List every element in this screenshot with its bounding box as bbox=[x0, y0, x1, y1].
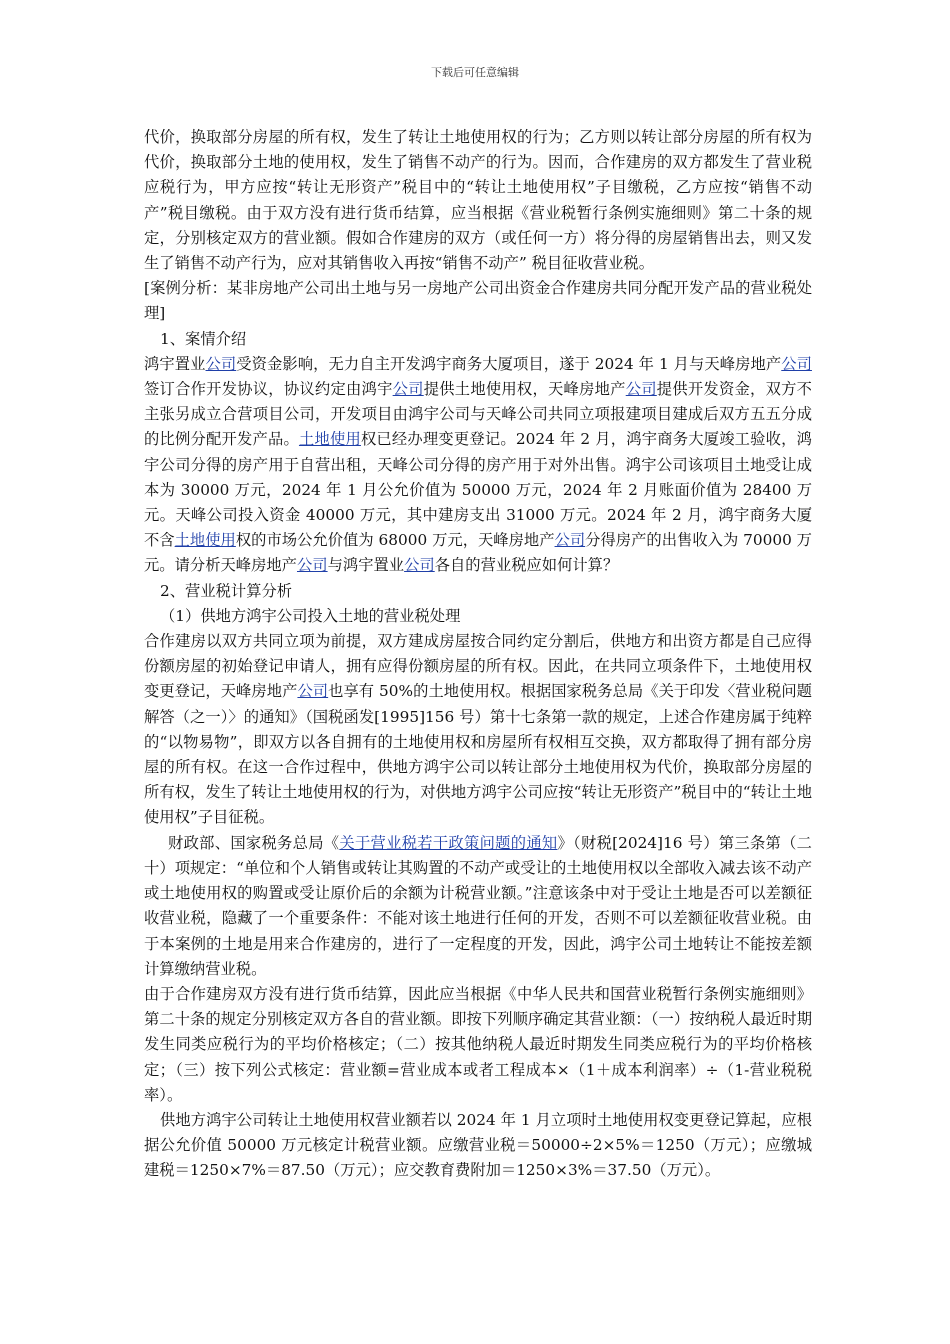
notice-link[interactable]: 关于营业税若干政策问题的通知 bbox=[339, 833, 558, 852]
paragraph bbox=[144, 831, 812, 982]
text-run: 由于合作建房双方没有进行货币结算，因此应当根据《中华人民共和国营业税暂行条例实施细则》第二十条的规定分别核定双方各自的营业额。即按下列顺序确定其营业额：（一）按纳税人最近时期发生同类应税行为的平均价格核定；（二）按其他纳税人最近时期发生同类应税行为的平均价格核定；（三）按下列公式核定：营业额=营业成本或者工程成本×（1＋成本利润率）÷（1-营业税税率）。 bbox=[144, 984, 812, 1104]
subsection-heading bbox=[144, 604, 812, 629]
text-run: （1）供地方鸿宇公司投入土地的营业税处理 bbox=[160, 606, 461, 625]
text-run: 供地方鸿宇公司转让土地使用权营业额若以 2024 年 1 月立项时土地使用权变更登记算起，应根据公允价值 50000 万元核定计税营业额。应缴营业税＝50000÷2×5%＝1250（万元）；应缴城建税＝1250×7%＝87.50（万元）；应交教育费附加＝1250×3%＝37.50（万元）。 bbox=[144, 1110, 812, 1180]
land-use-link[interactable]: 土地使用 bbox=[174, 531, 236, 550]
text-run: 签订合作开发协议，协议约定由鸿宇 bbox=[144, 380, 393, 399]
document-body bbox=[144, 125, 812, 1184]
land-use-link[interactable]: 土地使用 bbox=[298, 430, 361, 449]
section-heading bbox=[144, 579, 812, 604]
case-heading bbox=[144, 276, 812, 326]
text-run: 也享有 50%的土地使用权。根据国家税务总局《关于印发〈营业税问题解答（之一）〉的通知》（国税函发[1995]156 号）第十七条第一款的规定，上述合作建房属于纯粹的“以物易物”，即双方以各自拥有的土地使用权和房屋所有权相互交换，双方都取得了拥有部分房屋的所有权。在这一合作过程中，供地方鸿宇公司以转让部分土地使用权为代价，换取部分房屋的所有权，发生了转让土地使用权的行为，对供地方鸿宇公司应按“转让无形资产”税目中的“转让土地使用权”子目征税。 bbox=[144, 682, 812, 827]
text-run: 受资金影响，无力自主开发鸿宇商务大厦项目，遂于 2024 年 1 月与天峰房地产 bbox=[236, 354, 782, 373]
text-run: 提供土地使用权，天峰房地产 bbox=[423, 380, 626, 399]
company-link[interactable]: 公司 bbox=[781, 354, 812, 373]
paragraph bbox=[144, 1108, 812, 1184]
company-link[interactable]: 公司 bbox=[554, 531, 586, 550]
page-header: 下载后可任意编辑 bbox=[431, 66, 519, 79]
text-run: 提供开发资金，双方不主张另成立合营项目公司，开发项目由鸿宇公司与天峰公司共同立项报建项目建成后双方五五分成的比例分配开发产品。 bbox=[144, 380, 812, 449]
paragraph bbox=[144, 352, 812, 579]
text-run: 权已经办理变更登记。2024 年 2 月，鸿宇商务大厦竣工验收，鸿宇公司分得的房产用于自营出租，天峰公司分得的房产用于对外出售。鸿宇公司该项目土地受让成本为 30000 万元，2024 年 1 月公允价值为 50000 万元，2024 年 2 月账面价值为 28400 万元。天峰公司投入资金 40000 万元，其中建房支出 31000 万元。2024 年 2 月，鸿宇商务大厦不含 bbox=[144, 430, 812, 550]
company-link[interactable]: 公司 bbox=[296, 556, 328, 575]
section-heading bbox=[144, 327, 812, 352]
paragraph bbox=[144, 982, 812, 1108]
paragraph bbox=[144, 629, 812, 831]
text-run: 各自的营业税应如何计算？ bbox=[434, 556, 619, 575]
text-run: 财政部、国家税务总局《 bbox=[168, 833, 340, 852]
company-link[interactable]: 公司 bbox=[404, 556, 435, 575]
company-link[interactable]: 公司 bbox=[297, 682, 329, 701]
text-run: 2、营业税计算分析 bbox=[160, 581, 293, 600]
paragraph bbox=[144, 125, 812, 276]
company-link[interactable]: 公司 bbox=[625, 380, 657, 399]
text-run: 分得房产的出售收入为 70000 万元。请分析天峰房地产 bbox=[144, 531, 812, 575]
text-run: 鸿宇置业 bbox=[144, 354, 206, 373]
text-run: 合作建房以双方共同立项为前提，双方建成房屋按合同约定分割后，供地方和出资方都是自己应得份额房屋的初始登记申请人，拥有应得份额房屋的所有权。因此，在共同立项条件下，土地使用权变更登记，天峰房地产 bbox=[144, 632, 812, 701]
company-link[interactable]: 公司 bbox=[205, 354, 237, 373]
text-run: [案例分析：某非房地产公司出土地与另一房地产公司出资金合作建房共同分配开发产品的营业税处理] bbox=[144, 279, 812, 323]
company-link[interactable]: 公司 bbox=[392, 380, 424, 399]
text-run: 代价，换取部分房屋的所有权，发生了转让土地使用权的行为；乙方则以转让部分房屋的所有权为代价，换取部分土地的使用权，发生了销售不动产的行为。因而，合作建房的双方都发生了营业税应税行为，甲方应按“转让无形资产”税目中的“转让土地使用权”子目缴税，乙方应按“销售不动产”税目缴税。由于双方没有进行货币结算，应当根据《营业税暂行条例实施细则》第二十条的规定，分别核定双方的营业额。假如合作建房的双方（或任何一方）将分得的房屋销售出去，则又发生了销售不动产行为，应对其销售收入再按“销售不动产” 税目征收营业税。 bbox=[144, 128, 812, 273]
text-run: 权的市场公允价值为 68000 万元，天峰房地产 bbox=[235, 531, 555, 550]
text-run: 1、案情介绍 bbox=[160, 329, 247, 348]
text-run: 与鸿宇置业 bbox=[327, 556, 405, 575]
text-run: 》（财税[2024]16 号）第三条第（二十）项规定：“单位和个人销售或转让其购置的不动产或受让的土地使用权以全部收入减去该不动产或土地使用权的购置或受让原价后的余额为计税营业额。”注意该条中对于受让土地是否可以差额征收营业税，隐藏了一个重要条件：不能对该土地进行任何的开发，否则不可以差额征收营业税。由于本案例的土地是用来合作建房的，进行了一定程度的开发，因此，鸿宇公司土地转让不能按差额计算缴纳营业税。 bbox=[144, 833, 812, 978]
